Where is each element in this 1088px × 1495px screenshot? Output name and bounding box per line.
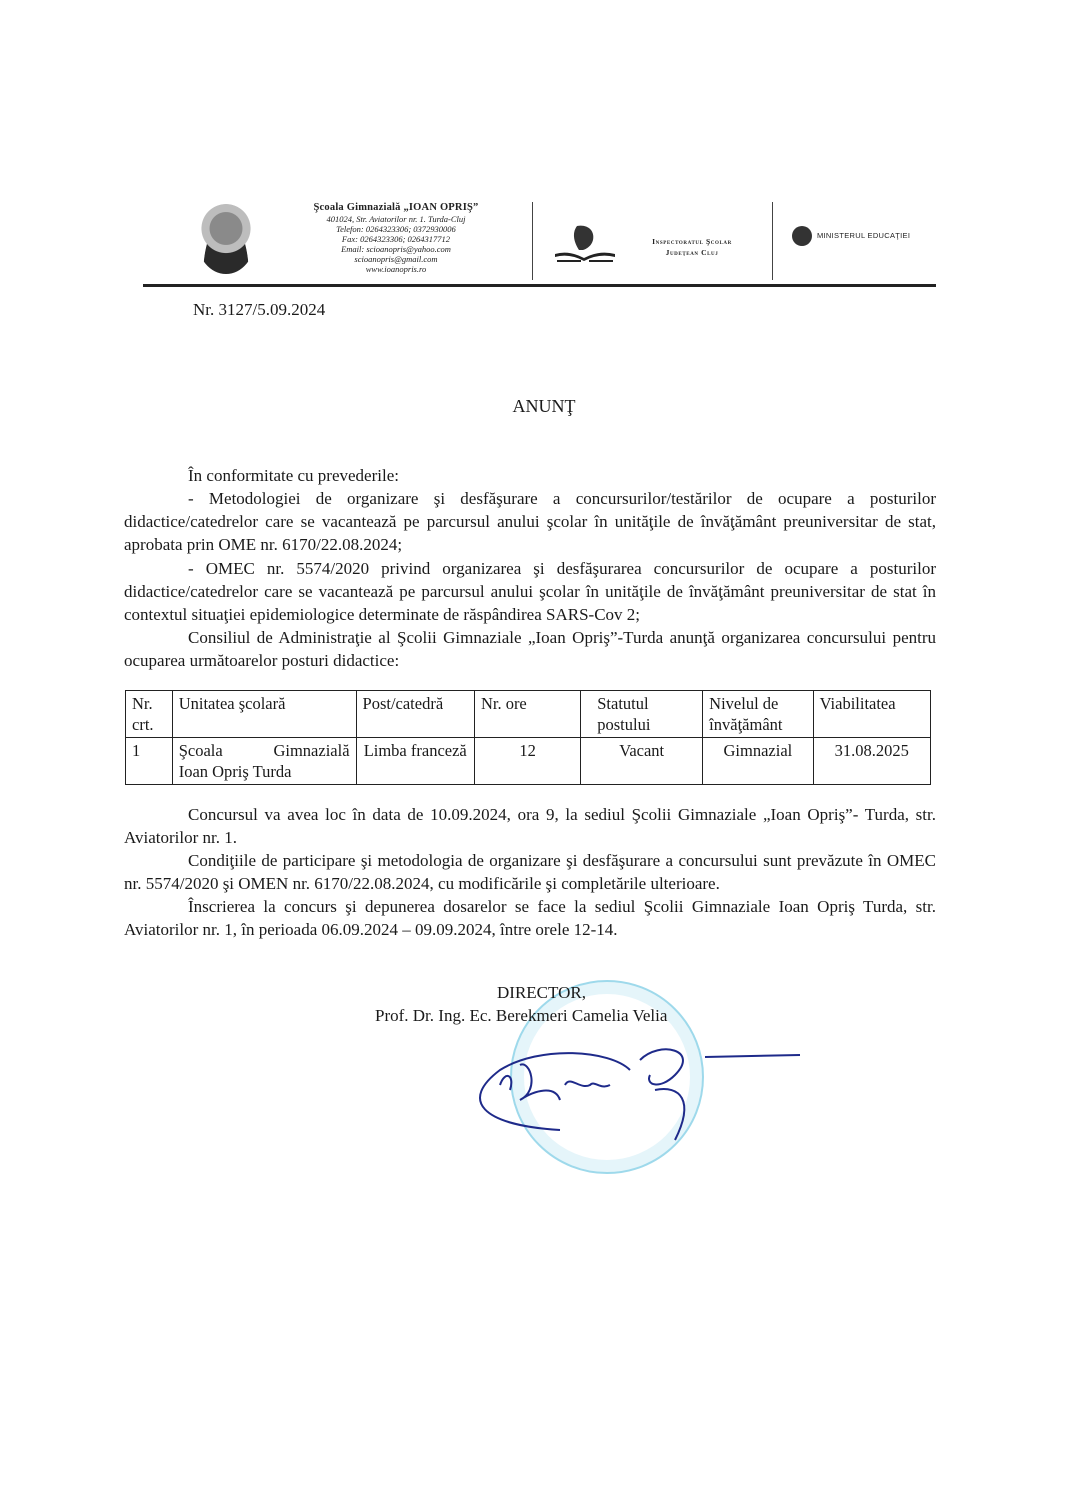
header-viability: Viabilitatea <box>813 691 930 738</box>
header-post: Post/catedră <box>356 691 474 738</box>
header-nr: Nr. crt. <box>126 691 173 738</box>
registration-number: Nr. 3127/5.09.2024 <box>193 300 326 319</box>
document-title: ANUNŢ <box>512 396 576 416</box>
school-email-2: scioanopris@gmail.com <box>354 254 438 264</box>
conditions-text: Condiţiile de participare şi metodologia de organizare şi desfăşurare a concursului sunt prevăzute în OMEC nr. 5574/2020 şi OMEN nr. 6170/22.08.2024, cu modificările şi completările ulterioare. <box>124 851 936 893</box>
intro-text: În conformitate cu prevederile: <box>188 466 399 485</box>
header-divider <box>772 202 773 280</box>
header-rule <box>143 284 936 287</box>
school-contact-block <box>266 202 526 274</box>
cell-viability: 31.08.2025 <box>813 738 930 785</box>
cell-unit-part: Ioan Opriş Turda <box>178 762 292 781</box>
cell-unit <box>172 738 356 785</box>
cell-status: Vacant <box>581 738 703 785</box>
header-divider <box>532 202 533 280</box>
cell-hours: 12 <box>474 738 580 785</box>
announcement-text: Consiliul de Administraţie al Şcolii Gimnaziale „Ioan Opriş”-Turda anunţă organizarea concursului pentru ocuparea următoarelor posturi didactice: <box>124 628 936 670</box>
header-level: Nivelul de învăţământ <box>703 691 813 738</box>
ministry-crest-icon <box>792 226 812 246</box>
reference-methodology: - Metodologiei de organizare şi desfăşurare a concursurilor/testărilor de ocupare a posturilor didactice/catedrelor care se vacantează pe parcursul anului şcolar în unităţile de învăţământ preuniversitar de stat, aprobata prin OME nr. 6170/22.08.2024; <box>124 489 936 554</box>
header-hours: Nr. ore <box>474 691 580 738</box>
contest-date-text: Concursul va avea loc în data de 10.09.2024, ora 9, la sediul Şcolii Gimnaziale „Ioan Opriş”- Turda, str. Aviatorilor nr. 1. <box>124 805 936 847</box>
signatory-title: DIRECTOR, <box>497 983 586 1002</box>
signatory-name: Prof. Dr. Ing. Ec. Berekmeri Camelia Velia <box>375 1006 668 1025</box>
school-address: 401024, Str. Aviatorilor nr. 1. Turda-Cluj <box>326 214 466 224</box>
cell-unit-part: Şcoala <box>178 741 223 760</box>
handwritten-signature-icon <box>460 1030 810 1150</box>
registration-text: Înscrierea la concurs şi depunerea dosarelor se face la sediul Şcolii Gimnaziale Ioan Opriş Turda, str. Aviatorilor nr. 1, în perioada 06.09.2024 – 09.09.2024, între orele 12-14. <box>124 897 936 939</box>
header-status: Statutul postului <box>581 691 703 738</box>
reference-omec: - OMEC nr. 5574/2020 privind organizarea şi desfăşurarea concursurilor de ocupare a posturilor didactice/catedrelor care se vacantează pe parcursul anului şcolar în unităţile de învăţământ preuniversitar de stat în contextul situaţiei epidemiologice determinate de răspândirea SARS-Cov 2; <box>124 559 936 624</box>
open-book-logo-icon <box>553 224 617 266</box>
school-website: www.ioanopris.ro <box>365 264 427 274</box>
founder-portrait-image <box>197 204 255 274</box>
cell-level: Gimnazial <box>703 738 813 785</box>
cell-nr: 1 <box>126 738 173 785</box>
school-fax: Fax: 0264323306; 0264317712 <box>341 234 451 244</box>
inspectorate-line-2: Judeţean Cluj <box>665 248 719 257</box>
inspectorate-line-1: Inspectoratul Şcolar <box>652 237 732 246</box>
ministry-name: MINISTERUL EDUCAŢIEI <box>817 231 911 240</box>
school-email: Email: scioanopris@yahoo.com <box>341 244 451 254</box>
table-header-row <box>126 691 931 738</box>
cell-post: Limba franceză <box>356 738 474 785</box>
table-row <box>126 738 931 785</box>
inspectorate-name <box>622 236 762 258</box>
header-unit: Unitatea şcolară <box>172 691 356 738</box>
positions-table <box>125 690 931 785</box>
school-phone: Telefon: 0264323306; 0372930006 <box>336 224 456 234</box>
cell-unit-part: Gimnazială <box>273 741 350 760</box>
school-name: Şcoala Gimnazială „IOAN OPRIŞ” <box>313 202 479 213</box>
